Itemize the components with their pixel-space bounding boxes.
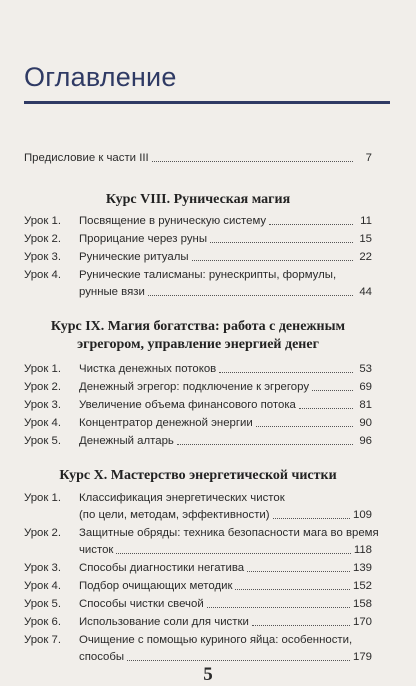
toc-entry-preface bbox=[24, 151, 372, 165]
title-rule bbox=[24, 101, 390, 104]
entry-text: Способы диагностики негатива bbox=[79, 562, 245, 574]
entry-lesson: Урок 4. bbox=[24, 580, 62, 592]
entry-page: 7 bbox=[365, 152, 372, 164]
dot-leader bbox=[148, 295, 353, 296]
toc-entry-continuation bbox=[24, 543, 372, 557]
entry-text: чисток bbox=[79, 544, 114, 556]
entry-lesson: Урок 2. bbox=[24, 527, 62, 539]
entry-lesson: Урок 3. bbox=[24, 251, 62, 263]
dot-leader bbox=[116, 553, 350, 554]
entry-lesson: Урок 3. bbox=[24, 562, 62, 574]
dot-leader bbox=[273, 518, 350, 519]
toc-entry bbox=[24, 597, 372, 611]
dot-leader bbox=[219, 372, 353, 373]
entry-text: (по цели, методам, эффективности) bbox=[79, 509, 270, 521]
entry-text: Денежный эгрегор: подключение к эгрегору bbox=[79, 381, 310, 393]
entry-page: 69 bbox=[359, 381, 372, 393]
entry-text: Концентратор денежной энергии bbox=[79, 417, 253, 429]
course-heading-9-line1: Курс IX. Магия богатства: работа с денежным bbox=[50, 319, 346, 334]
entry-text: Посвящение в руническую систему bbox=[79, 215, 267, 227]
toc-entry bbox=[24, 491, 372, 505]
dot-leader bbox=[312, 390, 353, 391]
dot-leader bbox=[210, 242, 353, 243]
entry-page: 139 bbox=[352, 562, 372, 574]
toc-entry bbox=[24, 416, 372, 430]
toc-entry-continuation bbox=[24, 508, 372, 522]
toc-entry bbox=[24, 250, 372, 264]
entry-lesson: Урок 2. bbox=[24, 233, 62, 245]
entry-text: рунные вязи bbox=[79, 286, 145, 298]
entry-lesson: Урок 4. bbox=[24, 417, 62, 429]
course-heading-10: Курс X. Мастерство энергетической чистки bbox=[59, 468, 337, 483]
dot-leader bbox=[247, 571, 350, 572]
entry-lesson: Урок 7. bbox=[24, 634, 62, 646]
entry-page: 170 bbox=[352, 616, 372, 628]
toc-entry bbox=[24, 380, 372, 394]
dot-leader bbox=[127, 660, 350, 661]
dot-leader bbox=[256, 426, 353, 427]
course-heading-9-line2: эгрегором, управление энергией денег bbox=[77, 337, 319, 352]
toc-entry bbox=[24, 214, 372, 228]
entry-text: Использование соли для чистки bbox=[79, 616, 249, 628]
toc-entry bbox=[24, 362, 372, 376]
entry-text: Подбор очищающих методик bbox=[79, 580, 233, 592]
entry-page: 118 bbox=[353, 544, 372, 556]
entry-text: Способы чистки свечой bbox=[79, 598, 204, 610]
entry-text: способы bbox=[79, 651, 125, 663]
entry-lesson: Урок 5. bbox=[24, 598, 62, 610]
toc-entry bbox=[24, 526, 379, 540]
entry-text: Увеличение объема финансового потока bbox=[79, 399, 296, 411]
toc-entry-continuation bbox=[24, 650, 372, 664]
entry-page: 90 bbox=[359, 417, 372, 429]
dot-leader bbox=[207, 607, 350, 608]
entry-page: 96 bbox=[359, 435, 372, 447]
entry-text: Прорицание через руны bbox=[79, 233, 208, 245]
entry-text: Предисловие к части III bbox=[24, 152, 149, 164]
entry-lesson: Урок 4. bbox=[24, 269, 62, 281]
entry-page: 158 bbox=[352, 598, 372, 610]
page-number: 5 bbox=[203, 664, 213, 685]
entry-text: Чистка денежных потоков bbox=[79, 363, 217, 375]
dot-leader bbox=[252, 625, 350, 626]
dot-leader bbox=[269, 224, 353, 225]
entry-text: Денежный алтарь bbox=[79, 435, 174, 447]
toc-entry bbox=[24, 579, 372, 593]
entry-text: Защитные обряды: техника безопасности мага во время bbox=[79, 527, 379, 539]
entry-text: Рунические талисманы: рунескрипты, формулы, bbox=[79, 269, 337, 281]
entry-page: 15 bbox=[359, 233, 372, 245]
toc-entry bbox=[24, 434, 372, 448]
entry-lesson: Урок 1. bbox=[24, 363, 62, 375]
entry-text: Очищение с помощью куриного яйца: особенности, bbox=[79, 634, 353, 646]
entry-page: 109 bbox=[352, 509, 372, 521]
toc-entry bbox=[24, 633, 372, 647]
entry-page: 152 bbox=[352, 580, 372, 592]
page-title: Оглавление bbox=[24, 62, 177, 92]
entry-lesson: Урок 3. bbox=[24, 399, 62, 411]
entry-lesson: Урок 1. bbox=[24, 492, 62, 504]
entry-lesson: Урок 2. bbox=[24, 381, 62, 393]
course-heading-8: Курс VIII. Руническая магия bbox=[105, 192, 291, 207]
dot-leader bbox=[299, 408, 353, 409]
toc-entry bbox=[24, 232, 372, 246]
entry-text: Классификация энергетических чисток bbox=[79, 492, 285, 504]
entry-page: 22 bbox=[359, 251, 372, 263]
toc-entry bbox=[24, 268, 372, 282]
entry-page: 44 bbox=[359, 286, 372, 298]
dot-leader bbox=[192, 260, 353, 261]
toc-entry bbox=[24, 561, 372, 575]
toc-entry-continuation bbox=[24, 285, 372, 299]
entry-page: 81 bbox=[359, 399, 372, 411]
dot-leader bbox=[177, 444, 353, 445]
dot-leader bbox=[235, 589, 350, 590]
entry-lesson: Урок 1. bbox=[24, 215, 62, 227]
toc-entry bbox=[24, 615, 372, 629]
entry-page: 179 bbox=[352, 651, 372, 663]
entry-text: Рунические ритуалы bbox=[79, 251, 189, 263]
entry-lesson: Урок 5. bbox=[24, 435, 62, 447]
toc-entry bbox=[24, 398, 372, 412]
entry-lesson: Урок 6. bbox=[24, 616, 62, 628]
entry-page: 11 bbox=[360, 215, 372, 227]
dot-leader bbox=[152, 161, 353, 162]
entry-page: 53 bbox=[359, 363, 372, 375]
